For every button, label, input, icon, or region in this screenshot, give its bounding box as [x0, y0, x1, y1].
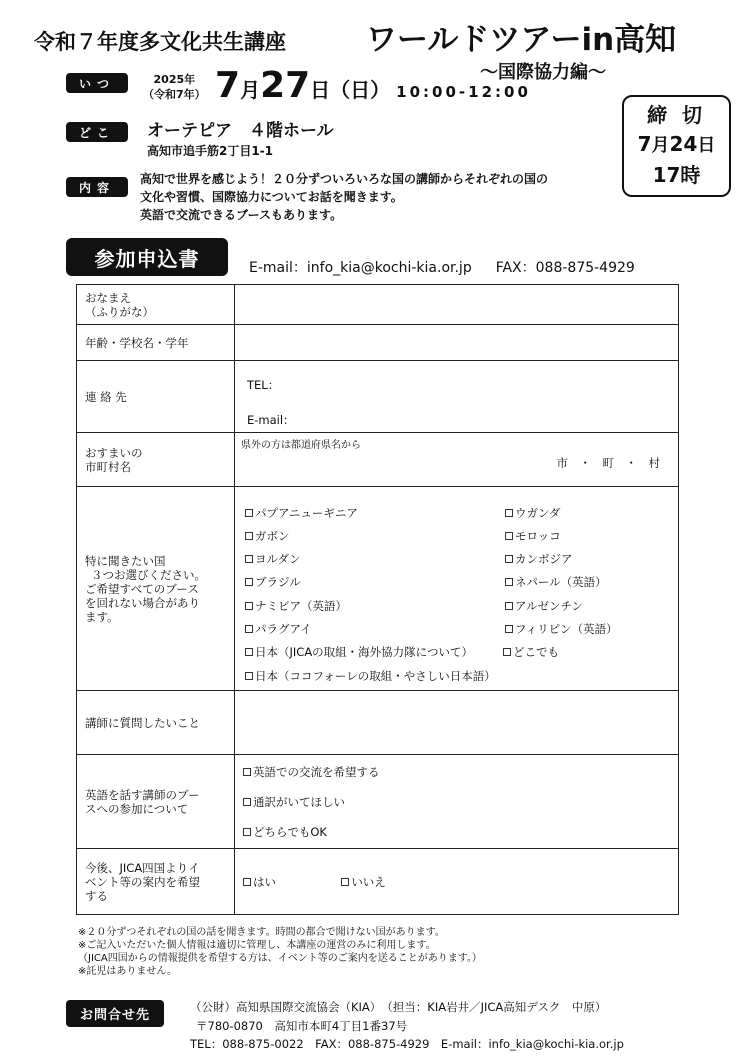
english-label-line: スへの参加について — [85, 801, 189, 816]
country-label: ガボン — [255, 528, 290, 543]
country-label: パプアニューギニア — [255, 505, 358, 520]
form-row-jica — [77, 849, 679, 915]
country-label: フィリピン（英語） — [515, 622, 618, 636]
event-date — [215, 66, 531, 112]
country-label: ブラジル — [255, 575, 301, 590]
jica-yes-option[interactable] — [243, 875, 276, 889]
country-option[interactable] — [245, 598, 347, 614]
note-line: （JICA四国からの情報提供を希望する方は、イベント等のご案内を送ることがあります。） — [78, 953, 482, 964]
english-label-line: 英語を話す講師のブー — [85, 787, 200, 802]
month-unit: 月 — [240, 78, 261, 102]
year-japanese: （令和7年） — [143, 88, 206, 101]
countries-field — [235, 487, 679, 691]
checkbox[interactable] — [505, 602, 513, 610]
country-label: ネパール（英語） — [515, 575, 607, 590]
event-subtitle: ～国際協力編～ — [480, 62, 606, 83]
residence-label — [77, 433, 235, 487]
country-label: 日本（ココフォーレの取組・やさしい日本語） — [255, 668, 496, 683]
venue-address: 高知市追手筋2丁目1-1 — [147, 144, 274, 158]
english-option-exchange[interactable] — [243, 757, 668, 787]
residence-note: 県外の方は都道府県名から — [241, 440, 361, 451]
form-row-english — [77, 755, 679, 849]
event-title: ワールドツアーin高知 — [366, 22, 677, 58]
checkbox[interactable] — [245, 555, 253, 563]
country-option[interactable] — [245, 551, 301, 567]
country-option-anywhere[interactable] — [503, 644, 559, 660]
year-western: 2025年 — [153, 73, 196, 86]
deadline-month: 7 — [637, 132, 652, 156]
option-label: はい — [253, 874, 276, 889]
when-label: いつ — [66, 73, 128, 93]
country-option[interactable] — [505, 528, 561, 544]
form-row-question — [77, 691, 679, 755]
country-label: ナミビア（英語） — [255, 598, 347, 613]
inquiry-info — [190, 998, 624, 1054]
form-row-age — [77, 325, 679, 361]
jica-label-line: する — [85, 888, 108, 903]
furigana-label: （ふりがな） — [85, 304, 154, 319]
checkbox[interactable] — [243, 768, 251, 776]
country-option[interactable] — [245, 621, 311, 637]
description-line: 英語で交流できるブースもあります。 — [140, 208, 343, 222]
checkbox[interactable] — [341, 878, 349, 886]
form-row-residence — [77, 433, 679, 487]
inquiry-label: お問合せ先 — [66, 1000, 164, 1027]
event-year — [143, 72, 206, 102]
residence-label-line: 市町村名 — [85, 459, 131, 474]
checkbox[interactable] — [505, 555, 513, 563]
country-option-japan-jica[interactable] — [245, 644, 473, 660]
jica-label-line: ベント等の案内を希望 — [85, 874, 200, 889]
application-form-label: 参加申込書 — [66, 238, 228, 276]
english-option-either[interactable] — [243, 817, 668, 847]
checkbox[interactable] — [243, 878, 251, 886]
form-row-name — [77, 285, 679, 325]
note-line: ※託児はありません。 — [78, 966, 177, 977]
application-form — [76, 284, 679, 915]
deadline-title: 締 切 — [647, 103, 706, 127]
deadline-day-unit: 日 — [697, 135, 716, 156]
event-time: 10:00-12:00 — [396, 83, 531, 101]
country-label: 日本（JICAの取組・海外協力隊について） — [255, 645, 473, 660]
countries-label-line: ます。 — [85, 609, 119, 624]
checkbox[interactable] — [505, 509, 513, 517]
country-label: モロッコ — [515, 528, 561, 543]
form-row-contact — [77, 361, 679, 433]
name-label — [77, 285, 235, 325]
contact-field[interactable] — [235, 361, 679, 433]
countries-label — [77, 487, 235, 691]
jica-no-option[interactable] — [341, 875, 386, 889]
jica-label-line: 今後、JICA四国よりイ — [85, 860, 200, 875]
country-label: パラグアイ — [255, 622, 312, 636]
country-option[interactable] — [505, 598, 583, 614]
deadline-day: 24 — [669, 132, 698, 156]
jica-label — [77, 849, 235, 915]
residence-units: 市 ・ 町 ・ 村 — [556, 456, 660, 470]
checkbox[interactable] — [503, 648, 511, 656]
application-contact — [249, 257, 635, 277]
deadline-month-unit: 月 — [651, 135, 670, 156]
countries-label-line: を回れない場合があり — [85, 595, 200, 610]
checkbox[interactable] — [245, 672, 253, 680]
countries-label-line: ご希望すべてのブース — [85, 581, 199, 596]
event-month: 7 — [215, 65, 241, 106]
deadline-box — [622, 95, 731, 197]
description-line: 高知で世界を感じよう！２０分ずついろいろな国の講師からそれぞれの国の — [140, 172, 549, 186]
country-option[interactable] — [505, 505, 561, 521]
application-fax: FAX：088-875-4929 — [495, 260, 635, 276]
country-option[interactable] — [245, 574, 301, 590]
english-option-interpreter[interactable] — [243, 787, 668, 817]
event-day: 27 — [260, 65, 311, 106]
event-description — [140, 170, 620, 224]
name-field[interactable] — [235, 285, 679, 325]
option-label: どちらでもOK — [253, 824, 327, 839]
inquiry-organization: （公財）高知県国際交流協会（KIA） （担当：KIA岩井／JICA高知デスク 中原） — [190, 1000, 607, 1014]
countries-label-line: 特に聞きたい国 — [85, 553, 166, 568]
residence-label-line: おすまいの — [85, 445, 143, 460]
country-option[interactable] — [505, 574, 607, 590]
name-label-line: おなまえ — [85, 290, 131, 305]
country-option[interactable] — [245, 505, 358, 521]
note-line: ※ご記入いただいた個人情報は適切に管理し、本講座の運営のみに利用します。 — [78, 940, 436, 951]
checkbox[interactable] — [505, 578, 513, 586]
country-label: カンボジア — [515, 552, 573, 567]
checkbox[interactable] — [245, 509, 253, 517]
contact-label: 連 絡 先 — [77, 361, 235, 433]
checkbox[interactable] — [245, 578, 253, 586]
deadline-date — [624, 129, 729, 161]
country-label: どこでも — [513, 645, 559, 660]
note-line: ※２０分ずつそれぞれの国の話を聞きます。時間の都合で聞けない国があります。 — [78, 927, 445, 938]
question-field[interactable] — [235, 691, 679, 755]
residence-field[interactable] — [235, 433, 679, 487]
country-option[interactable] — [505, 621, 618, 637]
email-label: E-mail： — [247, 413, 295, 427]
checkbox[interactable] — [245, 602, 253, 610]
country-option-japan-cocoforet[interactable] — [245, 668, 496, 684]
english-booth-label — [77, 755, 235, 849]
content-label: 内容 — [66, 177, 128, 197]
english-booth-options — [235, 755, 679, 849]
checkbox[interactable] — [243, 798, 251, 806]
notes — [78, 926, 482, 978]
country-label: ウガンダ — [515, 505, 561, 520]
inquiry-contact: TEL：088-875-0022 FAX：088-875-4929 E-mail：info_kia@kochi-kia.or.jp — [190, 1037, 624, 1051]
age-school-field[interactable] — [235, 325, 679, 361]
description-line: 文化や習慣、国際協力についてお話を聞きます。 — [140, 190, 403, 204]
where-label: どこ — [66, 122, 128, 142]
checkbox[interactable] — [245, 532, 253, 540]
tel-label: TEL： — [247, 378, 280, 392]
checkbox[interactable] — [245, 648, 253, 656]
deadline-time: 17時 — [652, 163, 701, 187]
series-title: 令和７年度多文化共生講座 — [34, 30, 286, 54]
country-label: ヨルダン — [255, 552, 301, 567]
country-label: アルゼンチン — [515, 598, 583, 613]
event-weekday: （日） — [330, 78, 391, 102]
country-option[interactable] — [505, 551, 573, 567]
application-email: E-mail：info_kia@kochi-kia.or.jp — [249, 260, 472, 276]
country-option[interactable] — [245, 528, 290, 544]
form-row-countries — [77, 487, 679, 691]
jica-options — [235, 849, 679, 915]
day-unit: 日 — [310, 78, 331, 102]
countries-label-line: ３つお選びください。 — [91, 567, 206, 582]
checkbox[interactable] — [505, 532, 513, 540]
option-label: 通訳がいてほしい — [253, 794, 345, 809]
country-options — [235, 491, 678, 687]
option-label: 英語での交流を希望する — [253, 764, 380, 779]
inquiry-address: 〒780-0870 高知市本町4丁目1番37号 — [196, 1018, 408, 1033]
venue-name: オーテピア ４階ホール — [147, 121, 334, 141]
checkbox[interactable] — [243, 828, 251, 836]
age-school-label: 年齢・学校名・学年 — [77, 325, 235, 361]
checkbox[interactable] — [245, 625, 253, 633]
checkbox[interactable] — [505, 625, 513, 633]
option-label: いいえ — [351, 874, 386, 889]
question-label: 講師に質問したいこと — [77, 691, 235, 755]
